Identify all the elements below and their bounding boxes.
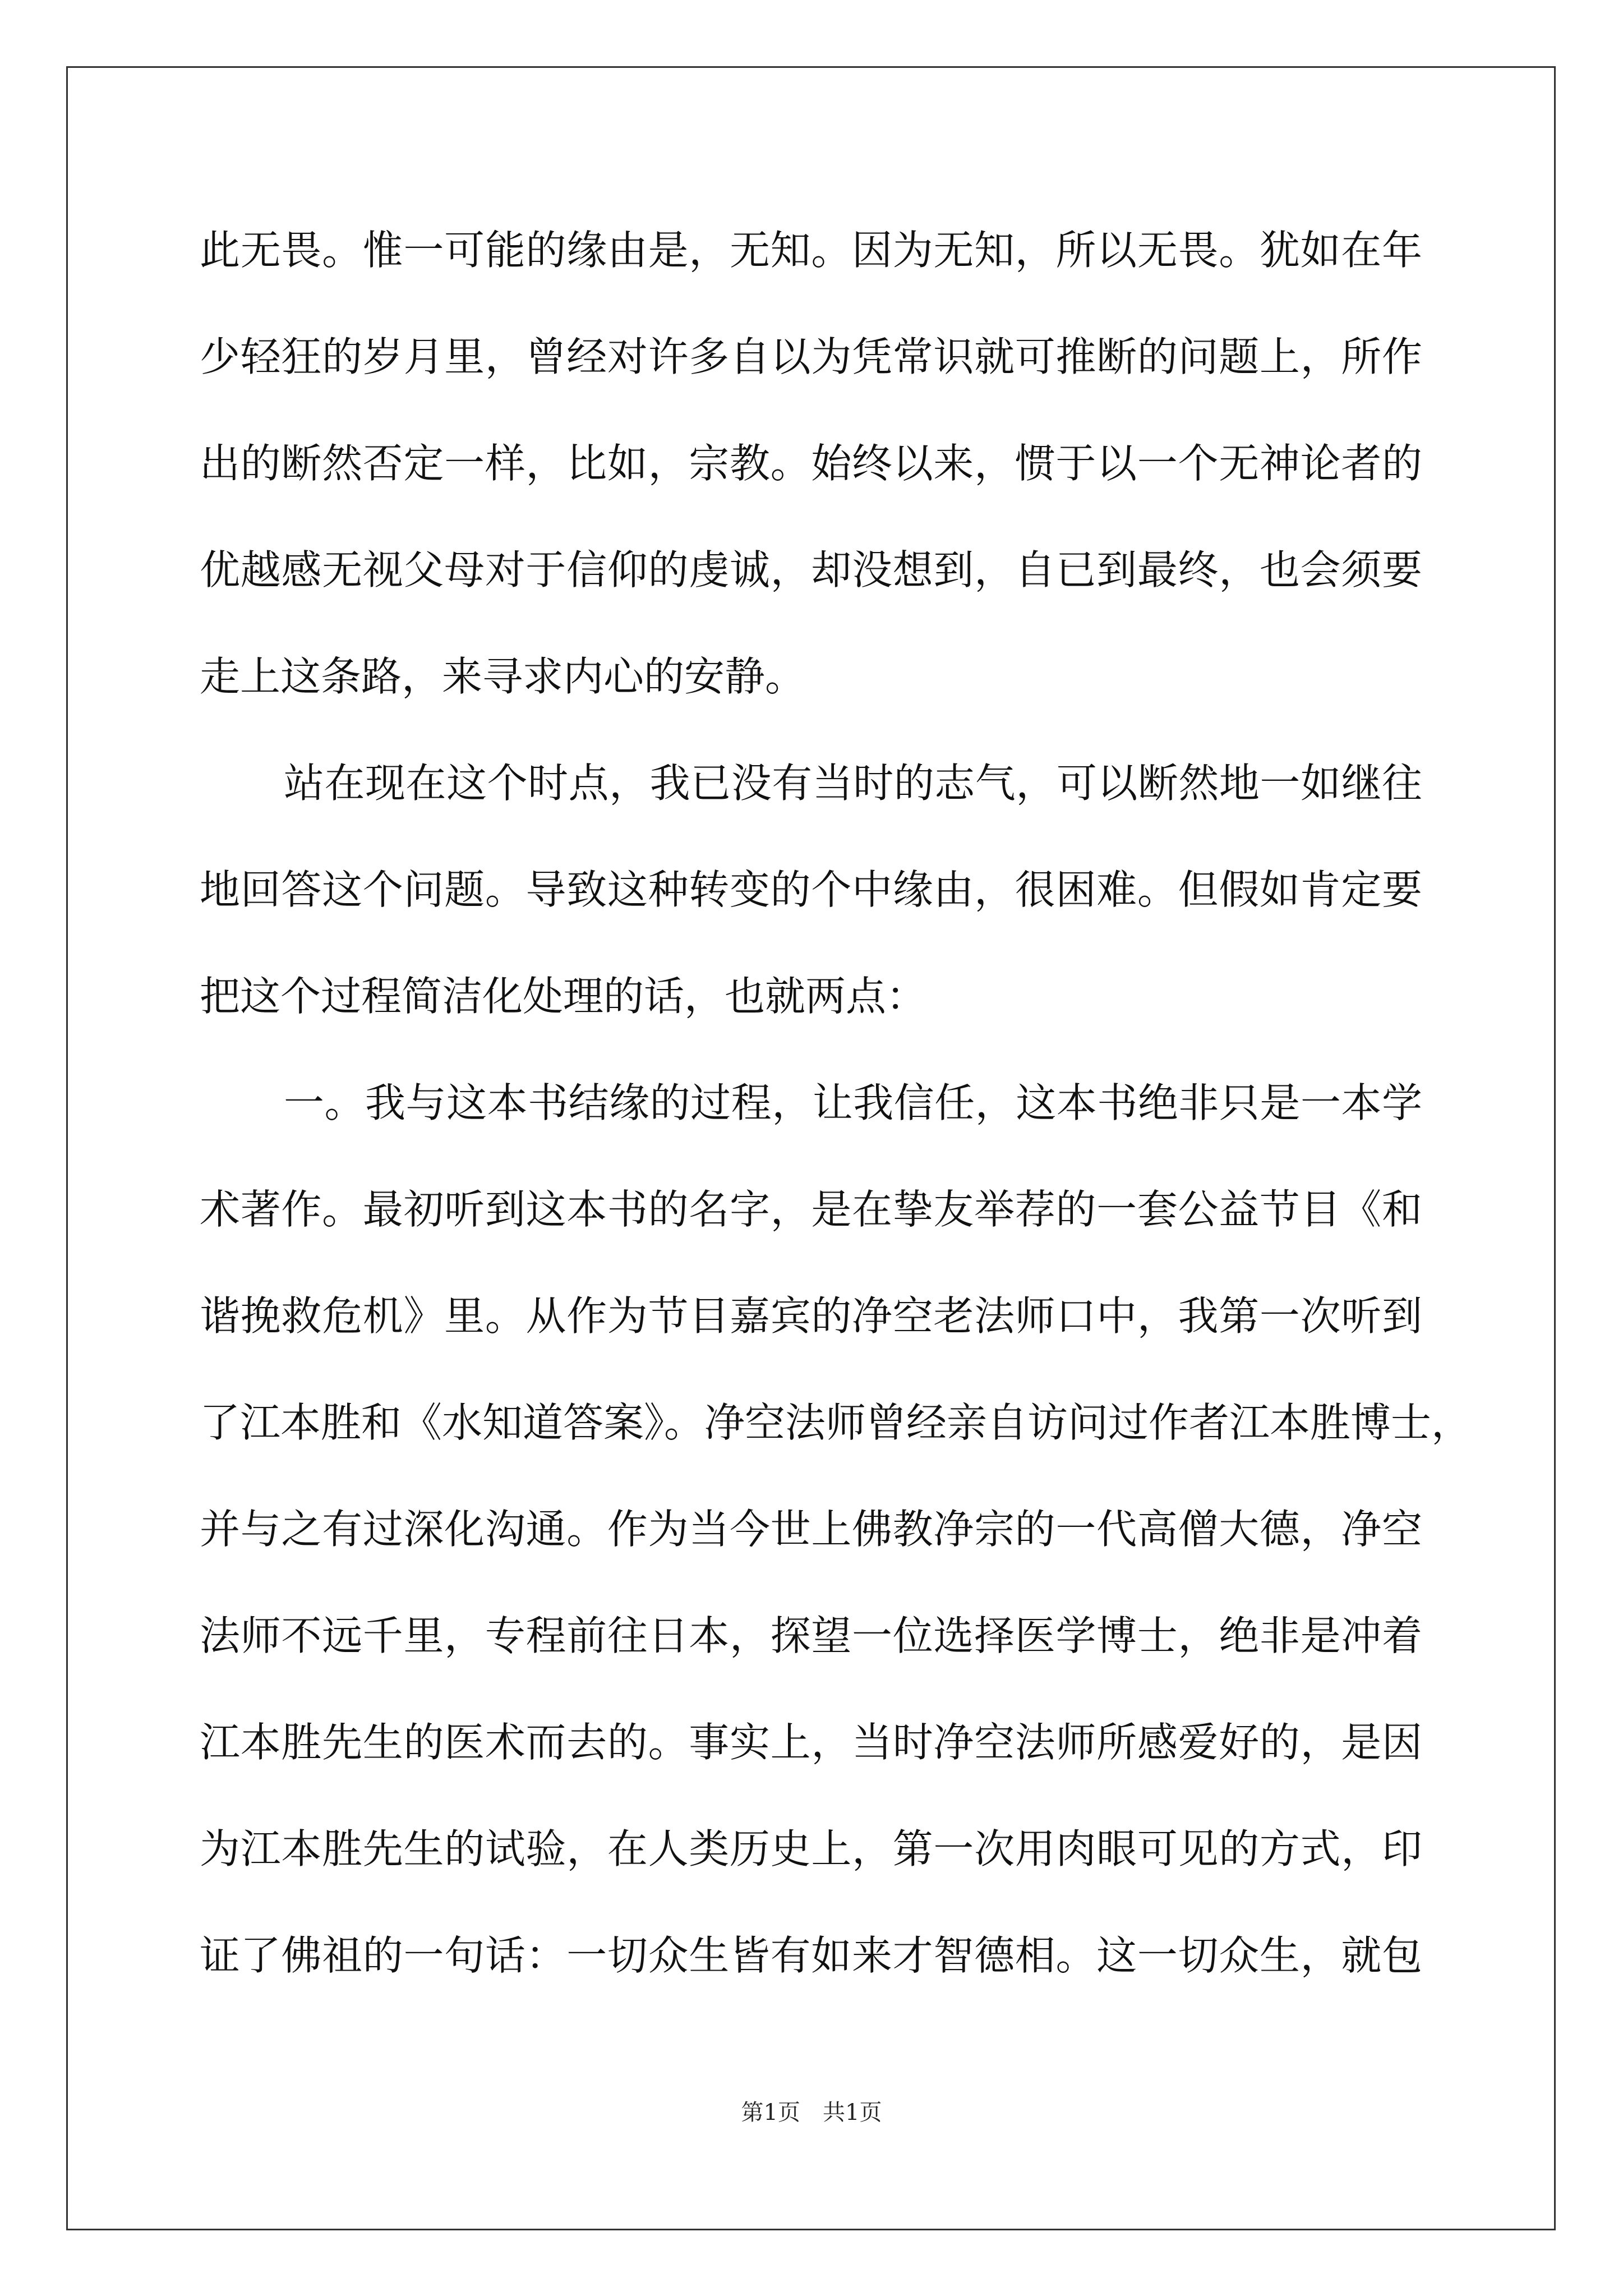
page-footer: 第1页 共1页 (741, 2100, 882, 2125)
text-line-6: 站在现在这个时点，我已没有当时的志气，可以断然地一如继往 (284, 760, 1422, 807)
text-line-7: 地回答这个问题。导致这种转变的个中缘由，很困难。但假如肯定要 (200, 866, 1422, 913)
text-line-16: 为江本胜先生的试验，在人类历史上，第一次用肉眼可见的方式，印 (200, 1825, 1422, 1872)
text-line-4: 优越感无视父母对于信仰的虔诚，却没想到，自已到最终，也会须要 (200, 546, 1422, 593)
text-line-3: 出的断然否定一样，比如，宗教。始终以来，惯于以一个无神论者的 (200, 440, 1422, 487)
text-line-5: 走上这条路，来寻求内心的安静。 (200, 653, 806, 700)
text-line-9: 一。我与这本书结缘的过程，让我信任，这本书绝非只是一本学 (284, 1079, 1422, 1126)
text-line-8: 把这个过程简洁化处理的话，也就两点： (200, 973, 927, 1020)
page-border (66, 66, 1556, 2230)
text-line-11: 谐挽救危机》里。从作为节目嘉宾的净空老法师口中，我第一次听到 (200, 1292, 1422, 1340)
text-line-1: 此无畏。惟一可能的缘由是，无知。因为无知，所以无畏。犹如在年 (200, 227, 1422, 274)
text-line-17: 证了佛祖的一句话：一切众生皆有如来才智德相。这一切众生，就包 (200, 1932, 1422, 1979)
text-line-12: 了江本胜和《水知道答案》。净空法师曾经亲自访问过作者江本胜博士， (200, 1399, 1472, 1446)
text-line-10: 术著作。最初听到这本书的名字，是在挚友举荐的一套公益节目《和 (200, 1186, 1422, 1233)
text-line-13: 并与之有过深化沟通。作为当今世上佛教净宗的一代高僧大德，净空 (200, 1506, 1422, 1553)
text-line-14: 法师不远千里，专程前往日本，探望一位选择医学博士，绝非是冲着 (200, 1612, 1422, 1659)
text-line-2: 少轻狂的岁月里，曾经对许多自以为凭常识就可推断的问题上，所作 (200, 333, 1422, 380)
text-line-15: 江本胜先生的医术而去的。事实上，当时净空法师所感爱好的，是因 (200, 1719, 1422, 1766)
